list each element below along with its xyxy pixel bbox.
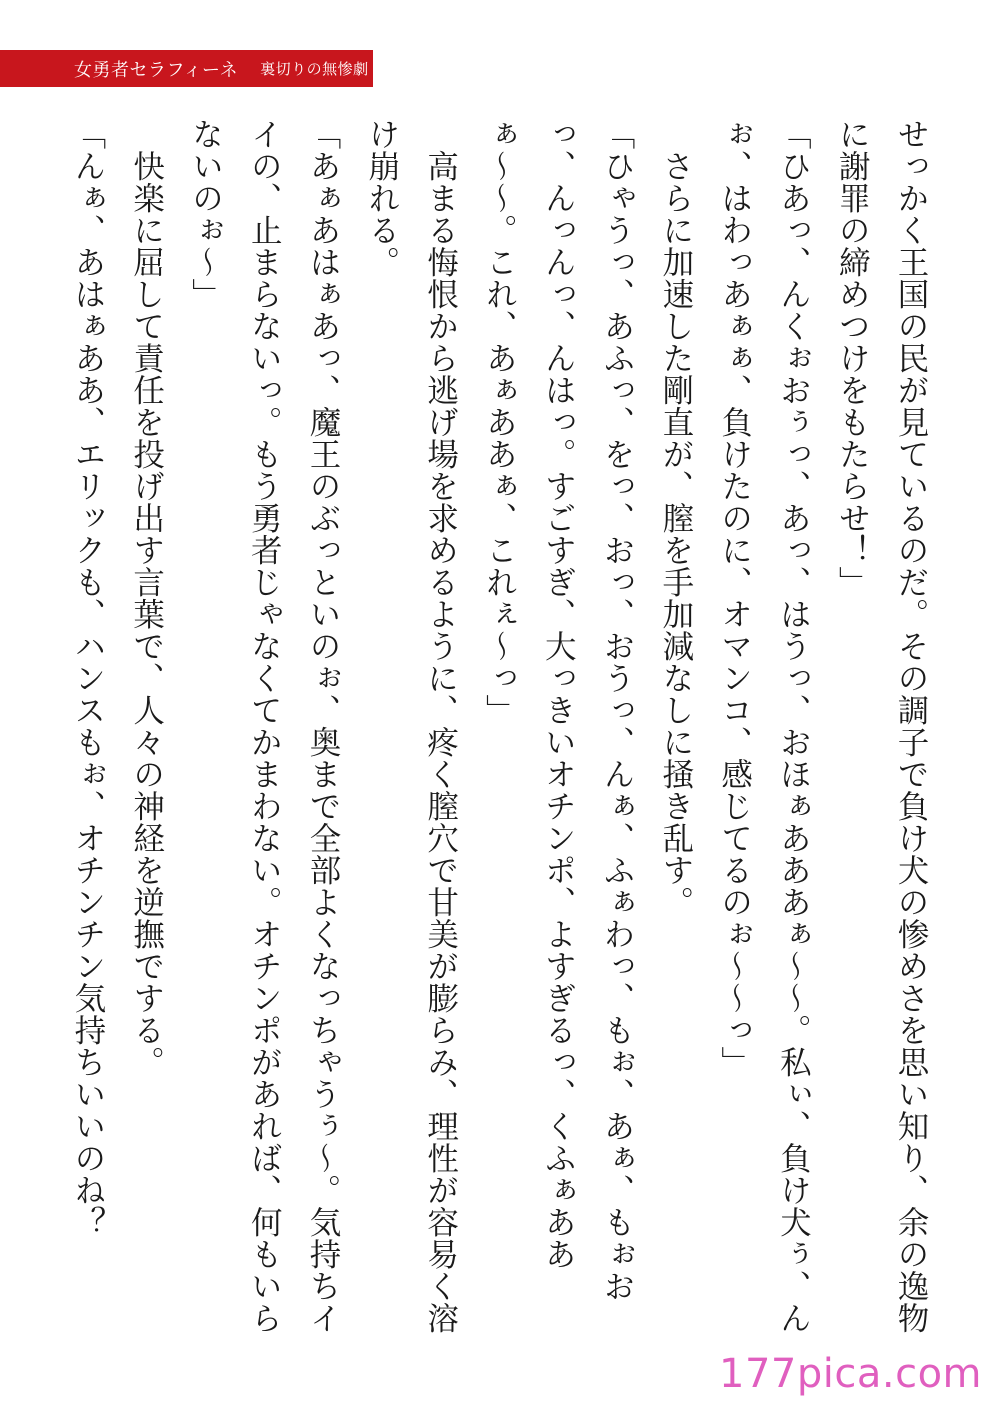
paragraph: 「ひゃうっ、あふっ、をっ、おっ、おうっ、んぁ、ふぁわっ、もぉ、あぁ、もぉおっ、んっんっ、んはっ。すごすぎ、大っきいオチンポ、よすぎるっ、くふぁああぁ〜〜。これ、あぁああぁ、これぇ〜っ」 bbox=[481, 118, 636, 1302]
paragraph: 「んぁ、あはぁああ、エリックも、ハンスもぉ、オチンチン気持ちいいのね？ bbox=[69, 118, 106, 1238]
book-title: 女勇者セラフィーネ bbox=[74, 59, 239, 81]
paragraph: 「ひあっ、んくぉおぅっ、あっ、はうっ、おほぁあああぁ〜〜。私ぃ、負け犬ぅ、んぉ、はわっあぁぁ、負けたのに、オマンコ、感じてるのぉ〜〜っ」 bbox=[716, 118, 812, 1334]
paragraph: 「あぁあはぁあっ、魔王のぶっといのぉ、奥まで全部よくなっちゃうぅ〜。気持ちイイの、止まらないっ。もう勇者じゃなくてかまわない。オチンポがあれば、何もいらないのぉ〜」 bbox=[187, 118, 342, 1334]
paragraph: 高まる悔恨から逃げ場を求めるように、疼く膣穴で甘美が膨らみ、理性が容易く溶け崩れる。 bbox=[363, 118, 459, 1334]
watermark: 177pica.com bbox=[719, 1351, 982, 1397]
chapter-title: 裏切りの無惨劇 bbox=[260, 60, 369, 78]
vertical-text-body bbox=[50, 118, 940, 1358]
paragraph: さらに加速した剛直が、膣を手加減なしに掻き乱す。 bbox=[657, 118, 694, 918]
paragraph: せっかく王国の民が見ているのだ。その調子で負け犬の惨めさを思い知り、余の逸物に謝罪の締めつけをもたらせ！」 bbox=[834, 118, 929, 1334]
running-header bbox=[0, 50, 373, 87]
paragraph: 快楽に屈して責任を投げ出す言葉で、人々の神経を逆撫でする。 bbox=[128, 118, 165, 1078]
